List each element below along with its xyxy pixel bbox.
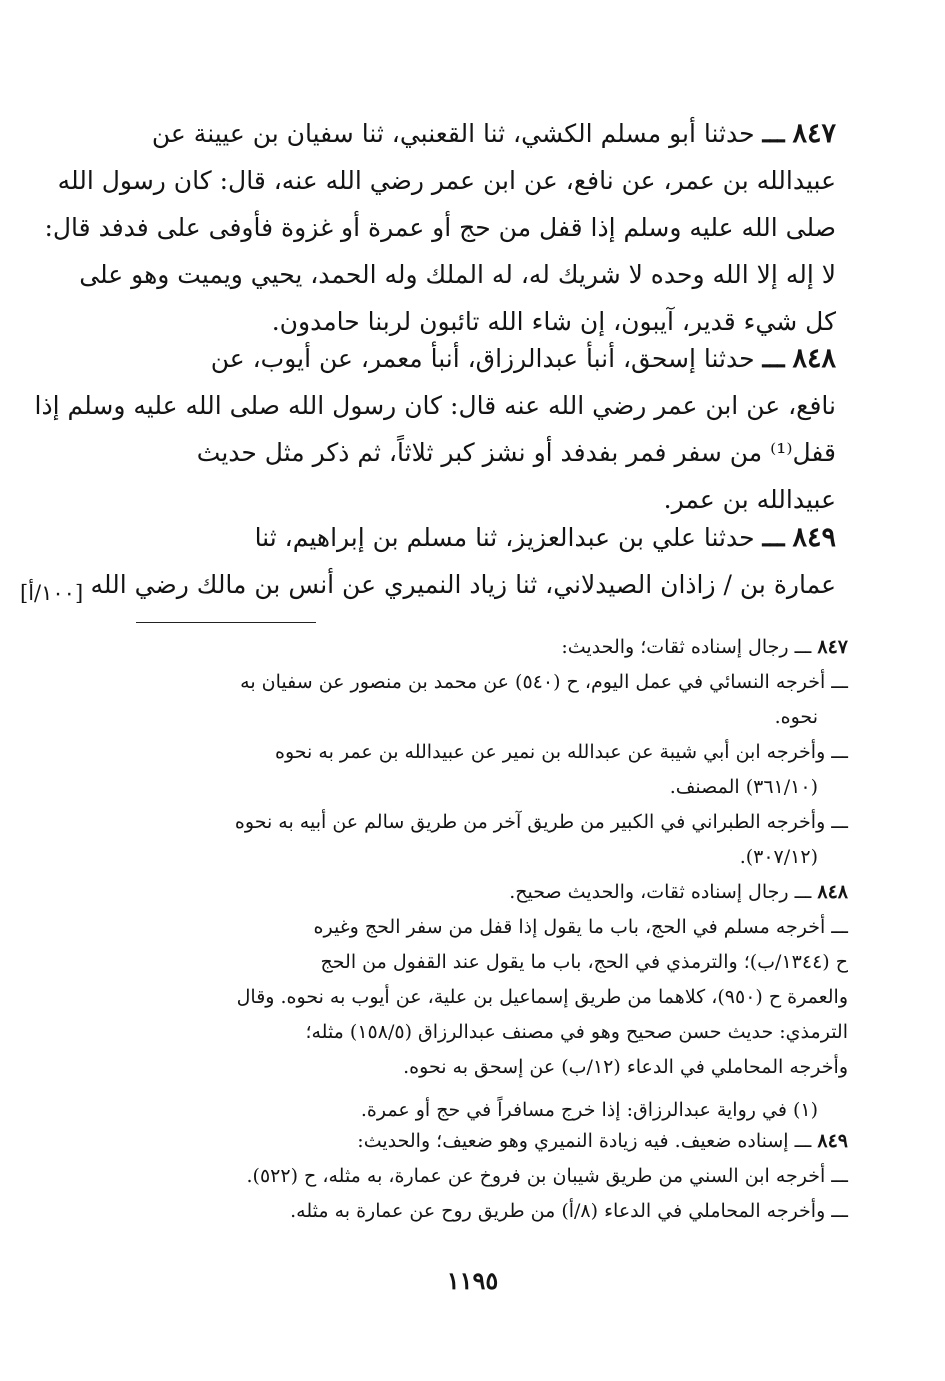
note-847-line-5: (٣٦١/١٠) المصنف. (669, 776, 818, 798)
hadith-dash: ـــ (762, 119, 785, 148)
hadith-number: ٨٤٨ (792, 343, 836, 374)
note-847-line-3: نحوه. (774, 706, 818, 728)
note-dash: ـــ (794, 636, 812, 658)
hadith-848-line-3: قفل⁽¹⁾ من سفر فمر بفدفد أو نشز كبر ثلاثاً، ثم ذكر مثل حديث (196, 438, 836, 467)
hadith-849-line-2: عمارة بن / زاذان الصيدلاني، ثنا زياد النميري عن أنس بن مالك رضي الله (90, 570, 836, 599)
note-847-line-6: ـــ وأخرجه الطبراني في الكبير من طريق آخر من طريق سالم عن أبيه به نحوه (234, 811, 848, 833)
note-848-line-4: والعمرة ح (٩٥٠)، كلاهما من طريق إسماعيل بن علية، عن أيوب به نحوه. وقال (236, 986, 848, 1008)
note-number: ٨٤٨ (817, 881, 848, 903)
note-847 (136, 630, 848, 875)
hadith-849 (90, 514, 836, 608)
note-number: ٨٤٧ (817, 636, 848, 658)
note-848-heading (136, 875, 848, 910)
note-849-line-2: ـــ أخرجه ابن السني من طريق شيبان بن فروخ عن عمارة، به مثله، ح (٥٢٢). (246, 1165, 848, 1187)
hadith-848-line-2: نافع، عن ابن عمر رضي الله عنه قال: كان رسول الله صلى الله عليه وسلم إذا (34, 391, 836, 420)
note-849-heading (136, 1124, 848, 1159)
hadith-847-line-4: لا إله إلا الله وحده لا شريك له، له الملك وله الحمد، يحيي ويميت وهو على (79, 260, 836, 289)
note-848-line-3: ح (١٣٤٤/ب)؛ والترمذي في الحج، باب ما يقول عند القفول من الحج (320, 951, 848, 973)
hadith-number: ٨٤٩ (792, 522, 836, 553)
note-text: رجال إسناده ثقات، والحديث صحيح. (509, 881, 789, 903)
note-848-line-6: وأخرجه المحاملي في الدعاء (١٢/ب) عن إسحق به نحوه. (403, 1056, 848, 1078)
hadith-848-line-1 (136, 335, 836, 382)
hadith-number: ٨٤٧ (792, 118, 836, 149)
footnote-1 (136, 1093, 848, 1128)
note-847-line-7: (٣٠٧/١٢). (739, 846, 818, 868)
footnote-divider (136, 622, 316, 623)
hadith-848-line-4: عبيدالله بن عمر. (663, 485, 836, 514)
hadith-847-line-3: صلى الله عليه وسلم إذا قفل من حج أو عمرة أو غزوة فأوفى على فدفد قال: (44, 213, 836, 242)
hadith-849-line-1 (136, 514, 836, 561)
note-847-heading (136, 630, 848, 665)
hadith-847-line-2: عبيدالله بن عمر، عن نافع، عن ابن عمر رضي الله عنه، قال: كان رسول الله (57, 166, 836, 195)
note-dash: ـــ (794, 1130, 812, 1152)
page-number: ١١٩٥ (446, 1266, 499, 1295)
hadith-847-line-5: كل شيء قدير، آيبون، إن شاء الله تائبون لربنا حامدون. (271, 307, 836, 336)
note-text: رجال إسناده ثقات؛ والحديث: (561, 636, 789, 658)
hadith-text: حدثنا إسحق، أنبأ عبدالرزاق، أنبأ معمر، عن أيوب، عن (210, 344, 755, 373)
note-text: إسناده ضعيف. فيه زيادة النميري وهو ضعيف؛ والحديث: (357, 1130, 789, 1152)
note-848-line-5: الترمذي: حديث حسن صحيح وهو في مصنف عبدالرزاق (١٥٨/٥) مثله؛ (305, 1021, 848, 1043)
note-849-line-3: ـــ وأخرجه المحاملي في الدعاء (٨/أ) من طريق روح عن عمارة به مثله. (290, 1200, 848, 1222)
hadith-847 (44, 110, 836, 345)
note-847-line-4: ـــ وأخرجه ابن أبي شيبة عن عبدالله بن نمير عن عبيدالله بن عمر به نحوه (275, 741, 848, 763)
hadith-text: حدثنا علي بن عبدالعزيز، ثنا مسلم بن إبراهيم، ثنا (254, 523, 755, 552)
note-848-line-2: ـــ أخرجه مسلم في الحج، باب ما يقول إذا قفل من سفر الحج وغيره (313, 916, 848, 938)
note-number: ٨٤٩ (817, 1130, 848, 1152)
note-849 (136, 1124, 848, 1229)
note-dash: ـــ (794, 881, 812, 903)
hadith-text: حدثنا أبو مسلم الكشي، ثنا القعنبي، ثنا سفيان بن عيينة عن (151, 119, 755, 148)
hadith-dash: ـــ (762, 523, 785, 552)
note-848 (136, 875, 848, 1085)
note-847-line-2: ـــ أخرجه النسائي في عمل اليوم، ح (٥٤٠) عن محمد بن منصور عن سفيان به (240, 671, 848, 693)
footnote-1-text: (١) في رواية عبدالرزاق: إذا خرج مسافراً في حج أو عمرة. (360, 1099, 818, 1121)
hadith-847-line-1 (136, 110, 836, 157)
hadith-dash: ـــ (762, 344, 785, 373)
manuscript-folio-reference: [١٠٠/أ] (20, 581, 84, 605)
hadith-848 (34, 335, 836, 523)
